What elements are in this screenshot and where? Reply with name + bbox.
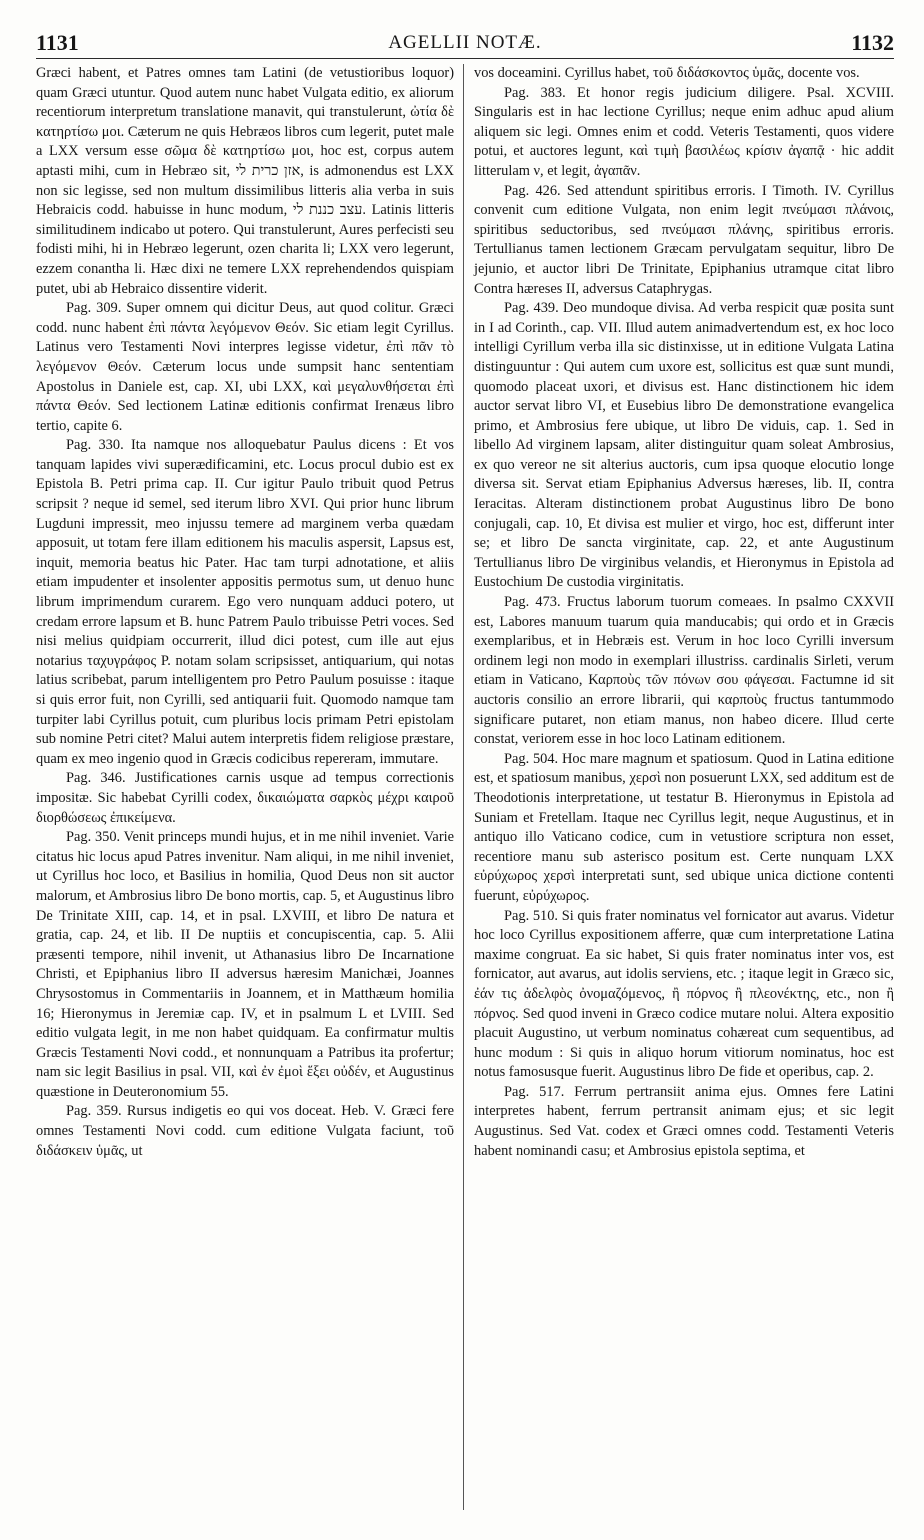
left-column (36, 64, 454, 1520)
paragraph: Pag. 473. Fructus laborum tuorum comeaes. In psalmo CXXVII est, Labores manuum tuarum quia manducabis; qui ordo et in Græcis exemplaribus, et in Hebræis est. Verum in hoc loco Cyrilli inversum ordinem legi non modo in exemplari illustriss. cardinalis Sirleti, verum etiam in Vaticano, Καρποὺς τῶν πόνων σου φάγεσαι. Factumne id sit auctoris consilio an errore librarii, qui καρποὺς fructus tantummodo significare putaret, non etiam manus, non habeo dicere. Illud certe constat, veriorem esse in hoc loco Latinam editionem. (474, 594, 894, 748)
paragraph: Pag. 359. Rursus indigetis eo qui vos doceat. Heb. V. Græci fere omnes Testamenti Novi codd. cum editione Vulgata faciunt, τοῦ διδάσκειν ὑμᾶς, ut (36, 1103, 454, 1159)
paragraph: Pag. 439. Deo mundoque divisa. Ad verba respicit quæ posita sunt in I ad Corinth., cap. VII. Illud autem animadvertendum est, ex hoc loco intelligi Cyrillum verba illa sic distinxisse, ut in editione Vulgata Latina distinguuntur : Qui autem cum uxore est, sollicitus est quæ sunt mundi, quomodo placeat uxori, et divisus est. Hanc distinctionem hic idem auctor servat libro VI, et Eusebius libro De demonstratione evangelica primo, et Ambrosius fere ubique, ut libro De viduis, cap. 1. Sed in libello Ad virginem lapsam, aliter distinguitur quam soleat Ambrosius, ex quo vereor ne sit alterius auctoris, cum ipsa quoque elocutio longe diversa sit. Servat etiam Epiphanius Adversus hæreses, lib. II, contra Ieracitas. Alteram distinctionem probat Augustinus libro De bono conjugali, cap. 10, Et divisa est mulier et virgo, hoc est, differunt inter se; et libro De sancta virginitate, cap. 22, et ante Augustinum Tertullianus libro De virginibus velandis, et Hieronymus in Epistola ad Eustochium De custodia virginitatis. (474, 300, 894, 591)
paragraph: Græci habent, et Patres omnes tam Latini (de vetustioribus loquor) quam Græci utuntur. Quod autem nunc habet Vulgata editio, ex aliorum recentiorum interpretum translatione manavit, qui transtulerunt, ὠτία δὲ κατηρτίσω μοι. Cæterum ne quis Hebræos libros cum legerit, putet male a LXX versum esse σῶμα δὲ κατηρτίσω μοι, hoc est, corpus autem aptasti mihi, cum in Hebræo sit, אזן כרית לי, is admonendus est LXX non sic legisse, sed non multum dissimilibus litteris alia verba in suis Hebraicis codd. habuisse in hunc modum, עצב כננת לי. Latinis litteris similitudinem indicabo ut potero. Qui transtulerunt, Aures perfecisti seu fodisti mihi, hi in Hebræo legerunt, ozen charita li; LXX vero legerunt, ezzem conantha li. Hæc dixi ne temere LXX reprehendendos quispiam putet, ubi ab Hebraico dissentire viderit. (36, 65, 455, 297)
column-divider (463, 64, 464, 1510)
paragraph: Pag. 350. Venit princeps mundi hujus, et in me nihil inveniet. Varie citatus hic locus apud Patres invenitur. Nam aliqui, in me nihil inveniet, ut Cyrillus hoc loco, et Basilius in homilia, Quod Deus non sit auctor malorum, et Ambrosius libro De bono mortis, cap. 5, et Augustinus libro De Trinitate XIII, cap. 14, et in psal. LXVIII, et libro De natura et gratia, cap. 24, et lib. II De nuptiis et concupiscentia, cap. 5. Alii præsenti tempore, nihil invenit, ut Athanasius libro De Incarnatione Christi, et Epiphanius libro II adversus hæresim Manichæi, Joannes Chrysostomus in Commentariis in Joannem, et in Matthæum homilia 16; Hieronymus in Jeremiæ cap. IV, et in psalmum L et LVIII. Sed editio vulgata legit, in me non habet quidquam. Ea confirmatur multis Græcis Testamenti Novi codd., et nonnunquam a Patribus ita profertur; nam sic legit Basilius in psal. VII, καὶ ἐν ἐμοὶ ἕξει οὐδέν, et Augustinus quæstione in Deuteronomium 55. (36, 829, 454, 1100)
right-column (474, 64, 894, 1520)
paragraph: Pag. 517. Ferrum pertransiit anima ejus. Omnes fere Latini interpretes habent, ferrum pertransit animam ejus; et sic legit Augustinus. Sed Vat. codex et Græci omnes codd. Testamenti Veteris habent nominandi casu; et Ambrosius epistola septima, et (474, 1083, 894, 1159)
paragraph: Pag. 426. Sed attendunt spiritibus erroris. I Timoth. IV. Cyrillus convenit cum editione Vulgata, non enim legit πνεύμασι πλάνοις, spiritibus seductoribus, sed πνεύμασι πλάνης, spiritibus erroris. Tertullianus tamen lectionem Græcam pervulgatam sequitur, libro De jejunio, et auctor libri De Trinitate, Epiphanius utramque citat libro Contra hæreses II, adversus Cataphrygas. (474, 182, 894, 297)
paragraph: vos doceamini. Cyrillus habet, τοῦ διδάσκοντος ὑμᾶς, docente vos. (474, 65, 860, 81)
running-header (36, 30, 894, 60)
header-rule (36, 58, 894, 59)
running-title: AGELLII NOTÆ. (388, 32, 542, 53)
paragraph: Pag. 510. Si quis frater nominatus vel fornicator aut avarus. Videtur hoc loco Cyrillus expositionem afferre, quæ cum interpretatione Latina maxime congruat. Ea sic habet, Si quis frater nominatus inter vos, est fornicator, aut avarus, aut idolis serviens, etc. ; itaque legit in Græco sic, ἐάν τις ἀδελφὸς ὀνομαζόμενος, ἢ πόρνος ἢ πλεονέκτης, etc., non ἢ πόρνος. Sed quod inveni in Græco codice mutare nolui. Altera expositio placuit Augustino, ut verbum nominatus cohæreat cum sequentibus, ad hunc modum : Si quis in aliquo horum vitiorum nominatus, hoc est notus famosusque fuerit. Augustinus libro De fide et operibus, cap. 2. (474, 907, 894, 1081)
page-number-right: 1132 (851, 30, 894, 55)
page-number-left: 1131 (36, 30, 79, 55)
paragraph: Pag. 383. Et honor regis judicium diligere. Psal. XCVIII. Singularis est in hac lectione Cyrillus; neque enim adhuc apud alium aliquem sic legi. Omnes enim et codd. Veteris Testamenti, quos videre potui, et auctores legunt, καὶ τιμὴ βασιλέως κρίσιν ἀγαπᾷ · hic addit litterulam ν, et legit, ἀγαπᾶν. (474, 84, 894, 179)
paragraph: Pag. 346. Justificationes carnis usque ad tempus correctionis impositæ. Sic habebat Cyrilli codex, δικαιώματα σαρκὸς μέχρι καιροῦ διορθώσεως ἐπικείμενα. (36, 770, 454, 826)
paragraph: Pag. 330. Ita namque nos alloquebatur Paulus dicens : Et vos tanquam lapides vivi superædificamini, etc. Locus procul dubio est ex Epistola B. Petri prima cap. II. Cur igitur Paulo tribuit quod Petrus scripsit ? neque id semel, sed iterum libro XVI. Qui prior hunc librum Lugduni impressit, meo injussu temere ad marginem verba quædam apposuit, ut totam fere illam editionem his maculis aspersit, Lapsus est, inquit, memoria beatus hic Pater. Hac tam turpi adnotatione, et aliis etiam impudenter et insolenter appositis permotus sum, ut denuo hunc librum imprimendum curarem. Ego vero nunquam adduci potero, ut credam errore lapsum et B. hunc Patrem Paulo tribuisse Petri voces. Sed nisi melius quidpiam occurrerit, illud dici potest, cum ille aut ejus notarius ταχυγράφος P. notam solam scripsisset, antiquarium, qui notas latius scribebat, parum intelligentem pro Petro Paulum posuisse : itaque si quis error fuit, non Cyrilli, sed antiquarii fuit. Quomodo namque tam turpiter labi Cyrillus potuit, cum pluribus locis primam Petri epistolam sub nomine Petri citet? Malui autem interpretis fidem religiose præstare, quam ex meo ingenio quod in Græcis codicibus repereram, immutare. (36, 437, 454, 767)
paragraph: Pag. 309. Super omnem qui dicitur Deus, aut quod colitur. Græci codd. nunc habent ἐπὶ πάντα λεγόμενον Θεόν. Sic etiam legit Cyrillus. Latinus vero Testamenti Novi interpres legisse videtur, ἐπὶ πᾶν τὸ λεγόμενον Θεόν. Cæterum locus unde sumpsit hanc sententiam Apostolus in Daniele est, cap. XI, ubi LXX, καὶ μεγαλυνθήσεται ἐπὶ πάντα Θεόν. Sed lectionem Latinæ editionis confirmat Irenæus libro tertio, capite 6. (36, 300, 454, 434)
paragraph: Pag. 504. Hoc mare magnum et spatiosum. Quod in Latina editione est, et spatiosum manibus, χερσὶ non posuerunt LXX, sed additum est de Theodotionis interpretatione, ut testatur B. Hieronymus in Epistola ad Suniam et Fretellam. Itaque nec Cyrillus legit, neque Augustinus, et in antiquo illo Vaticano codice, cum in vetustiore scriptura non esset, recentiore manu sub asterisco positum est. Certe nunquam LXX εὐρύχωρος χερσὶ interpretati sunt, sed ubique unica dictione contenti fuerunt, εὐρύχωρος. (474, 750, 894, 904)
